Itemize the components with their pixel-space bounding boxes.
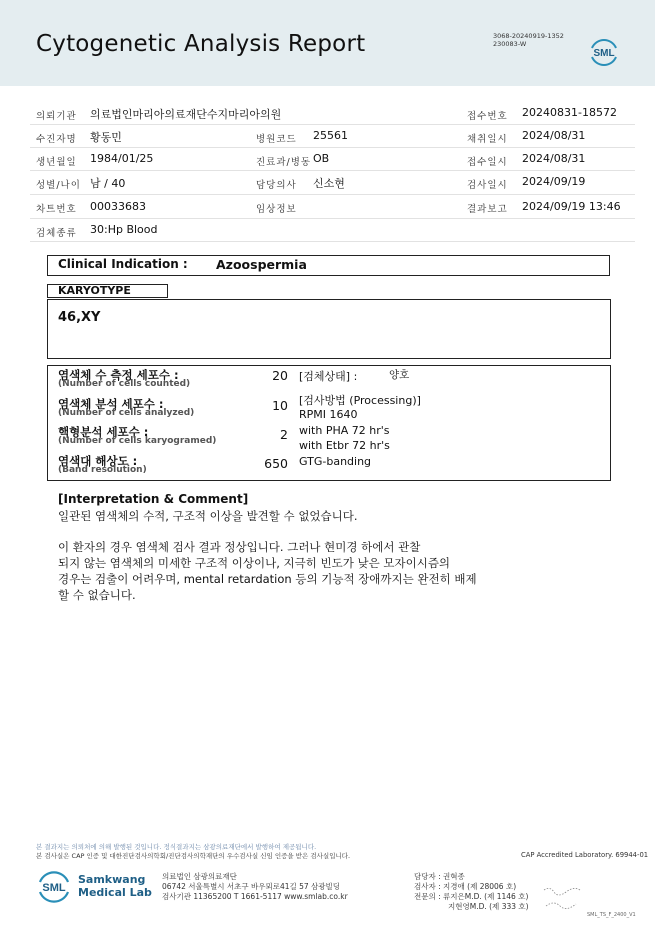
interpretation-line: 이 환자의 경우 염색체 검사 결과 정상입니다. 그러나 현미경 하에서 관찰: [58, 540, 421, 554]
clinical-indication-label: Clinical Indication :: [58, 257, 188, 271]
lab-contact: 검사기관 11365200 T 1661-5117 www.smlab.co.kr: [162, 892, 348, 901]
clinical-info-label: 임상정보: [256, 204, 297, 215]
brand-line-2: Medical Lab: [78, 886, 152, 899]
cells-counted-en: (Number of cells counted): [58, 379, 191, 389]
dob-label: 생년월일: [36, 157, 77, 168]
collection-date-label: 채취일시: [467, 134, 508, 145]
doctor-value: 신소현: [313, 177, 345, 190]
cells-karyogramed-en: (Number of cells karyogramed): [58, 436, 217, 446]
sex-age-label: 성별/나이: [36, 180, 81, 191]
specimen-label: 검체종류: [36, 228, 77, 239]
cells-karyogramed-value: 2: [280, 427, 288, 442]
processing-line: with Etbr 72 hr's: [299, 439, 390, 452]
department-label: 진료과/병동: [256, 157, 312, 168]
karyotype-value: 46,XY: [58, 310, 101, 325]
samkwang-logo-text: SML: [42, 882, 66, 894]
chart-no-label: 차트번호: [36, 204, 77, 215]
karyotype-label: KARYOTYPE: [58, 284, 131, 297]
band-resolution-label: 염색대 해상도 :: [58, 454, 138, 468]
specialist-name-2: 지현영M.D. (제 333 호): [448, 902, 529, 911]
lab-address: 06742 서울특별시 서초구 바우뫼로41길 57 삼광빌딩: [162, 882, 341, 891]
report-title: Cytogenetic Analysis Report: [36, 31, 366, 57]
row-divider: [30, 124, 635, 125]
cells-counted-label: 염색체 수 측정 세포수 :: [58, 368, 179, 382]
row-divider: [30, 218, 635, 219]
receipt-no-label: 접수번호: [467, 111, 508, 122]
interpretation-line: 일관된 염색체의 수적, 구조적 이상을 발견할 수 없었습니다.: [58, 509, 358, 523]
hospital-code-label: 병원코드: [256, 134, 297, 145]
row-divider: [30, 194, 635, 195]
cells-analyzed-en: (Number of cells analyzed): [58, 408, 195, 418]
interpretation-heading: [Interpretation & Comment]: [58, 492, 249, 506]
brand-line-1: Samkwang: [78, 873, 146, 886]
receipt-date-label: 접수일시: [467, 157, 508, 168]
brand-name: [78, 873, 152, 899]
specimen-value: 30:Hp Blood: [90, 223, 158, 236]
cells-analyzed-value: 10: [272, 398, 288, 413]
sml-logo-icon: [588, 36, 620, 68]
specialist-label: 전문의 :: [414, 892, 441, 901]
footer-notice-1: 본 결과지는 의뢰처에 의해 발행된 것입니다. 정식결과지는 삼광의료재단에서 발행하여 제공됩니다.: [36, 843, 317, 851]
signature-image: [540, 880, 586, 916]
row-divider: [30, 170, 635, 171]
lab-org: 의료법인 삼광의료재단: [162, 872, 237, 881]
report-code-line2: 230083-W: [493, 40, 527, 48]
specimen-status-value: 양호: [389, 369, 410, 381]
cap-accreditation: CAP Accredited Laboratory. 69944-01: [521, 851, 649, 859]
examinee-label: 수진자명: [36, 134, 77, 145]
cells-counted-value: 20: [272, 368, 288, 383]
report-code-line1: 3068-20240919-1352: [493, 32, 564, 40]
institution-value: 의료법인마리아의료재단수지마리아의원: [90, 108, 282, 121]
report-code: [493, 32, 564, 48]
sml-logo-text: SML: [593, 48, 615, 59]
tester-name: 지경애 (제 28006 호): [443, 882, 517, 891]
specialist-name-1: 류지은M.D. (제 1146 호): [443, 892, 529, 901]
manager-name: 권혁종: [443, 872, 465, 881]
report-date-value: 2024/09/19 13:46: [522, 200, 621, 213]
processing-line: GTG-banding: [299, 455, 372, 468]
cells-analyzed-label: 염색체 분석 세포수 :: [58, 397, 164, 411]
manager-label: 담당자 :: [414, 872, 441, 881]
institution-label: 의뢰기관: [36, 111, 77, 122]
test-date-label: 검사일시: [467, 180, 508, 191]
chart-no-value: 00033683: [90, 200, 146, 213]
specimen-status-label: [검체상태] :: [299, 370, 358, 383]
interpretation-line: 경우는 검출이 어려우며, mental retardation 등의 기능적 장애까지는 완전히 배제: [58, 572, 477, 586]
band-resolution-value: 650: [264, 456, 288, 471]
processing-line: with PHA 72 hr's: [299, 424, 390, 437]
signatories: [414, 872, 529, 912]
cells-karyogramed-label: 핵형분석 세포수 :: [58, 425, 149, 439]
receipt-date-value: 2024/08/31: [522, 152, 586, 165]
clinical-indication-value: Azoospermia: [216, 257, 307, 272]
row-divider: [30, 241, 635, 242]
sex-age-value: 남 / 40: [90, 177, 126, 190]
dob-value: 1984/01/25: [90, 152, 154, 165]
department-value: OB: [313, 152, 330, 165]
tester-label: 검사자 :: [414, 882, 441, 891]
samkwang-logo-icon: [36, 869, 72, 905]
report-label: 결과보고: [467, 204, 508, 215]
row-divider: [30, 147, 635, 148]
processing-line: RPMI 1640: [299, 408, 358, 421]
examinee-value: 황동민: [90, 131, 122, 144]
hospital-code-value: 25561: [313, 129, 348, 142]
doctor-label: 담당의사: [256, 180, 297, 191]
interpretation-line: 할 수 없습니다.: [58, 588, 136, 602]
lab-info: [162, 872, 348, 902]
processing-label: [검사방법 (Processing)]: [299, 394, 421, 407]
interpretation-line: 되지 않는 염색체의 미세한 구조적 이상이나, 지극히 빈도가 낮은 모자이시즘의: [58, 556, 451, 570]
karyotype-box: [47, 299, 611, 359]
test-date-value: 2024/09/19: [522, 175, 586, 188]
collection-date-value: 2024/08/31: [522, 129, 586, 142]
footer-notice-2: 본 검사실은 CAP 인증 및 대한진단검사의학회/진단검사의학재단의 우수검사실 신임 인증을 받은 검사실입니다.: [36, 852, 351, 860]
form-code: SML_TS_F_2400_V1: [587, 912, 636, 918]
band-resolution-en: (Band resolution): [58, 465, 147, 475]
receipt-no-value: 20240831-18572: [522, 106, 617, 119]
